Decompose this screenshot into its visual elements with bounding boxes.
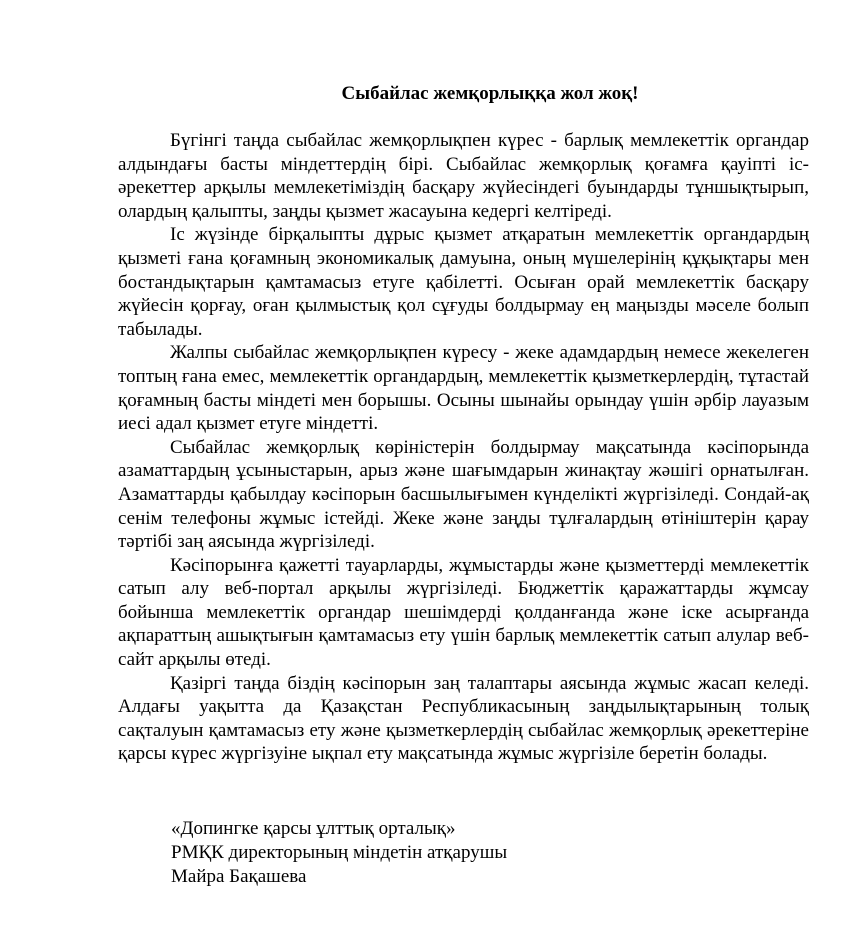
paragraph-4: Сыбайлас жемқорлық көріністерін болдырмау мақсатында кәсіпорында азаматтардың ұсыныстарын, арыз және шағымдарын жинақтау жәшігі орнатылған. Азаматтарды қабылдау кәсіпорын басшылығымен күнделікті жүргізіледі. Сондай-ақ сенім телефоны жұмыс істейді. Жеке және заңды тұлғалардың өтініштерін қарау тәртібі заң аясында жүргізіледі. xyxy=(118,436,809,553)
paragraph-6: Қазіргі таңда біздің кәсіпорын заң талаптары аясында жұмыс жасап келеді. Алдағы уақытта да Қазақстан Республикасының заңдылықтарының толық сақталуын қамтамасыз ету және қызметкерлердің сыбайлас жемқорлық әрекеттеріне қарсы күрес жүргізуіне ықпал ету мақсатында жұмыс жүргізіле беретін болады. xyxy=(118,672,809,765)
document-body xyxy=(118,129,809,766)
paragraph-2: Іс жүзінде бірқалыпты дұрыс қызмет атқаратын мемлекеттік органдардың қызметі ғана қоғамның экономикалық дамуына, оның мүшелерінің құқықтары мен бостандықтарын қамтамасыз етуге қабілетті. Осыған орай мемлекеттік басқару жүйесін қорғау, оған қылмыстық қол сұғуды болдырмау ең маңызды мәселе болып табылады. xyxy=(118,224,809,340)
signature-position: РМҚК директорының міндетін атқарушы xyxy=(171,842,508,863)
signature-name: Майра Бақашева xyxy=(171,866,307,887)
paragraph-5: Кәсіпорынға қажетті тауарларды, жұмыстарды және қызметтерді мемлекеттік сатып алу веб-портал арқылы жүргізіледі. Бюджеттік қаражаттарды жұмсау бойынша мемлекеттік органдар шешімдерді қолданғанда және іске асырғанда ақпараттың ашықтығын қамтамасыз ету үшін барлық мемлекеттік сатып алулар веб-сайт арқылы өтеді. xyxy=(118,554,809,671)
document-title: Сыбайлас жемқорлыққа жол жоқ! xyxy=(341,83,639,104)
paragraph-1: Бүгінгі таңда сыбайлас жемқорлықпен күрес - барлық мемлекеттік органдар алдындағы басты міндеттердің бірі. Сыбайлас жемқорлық қоғамға қауіпті іс-әрекеттер арқылы мемлекетіміздің басқару жүйесіндегі буындарды тұншықтырып, олардың қалыпты, заңды қызмет жасауына кедергі келтіреді. xyxy=(118,130,809,222)
paragraph-3: Жалпы сыбайлас жемқорлықпен күресу - жеке адамдардың немесе жекелеген топтың ғана емес, мемлекеттік органдардың, мемлекеттік қызметкерлердің, тұтастай қоғамның басты міндеті мен борышы. Осыны шынайы орындау үшін әрбір лауазым иесі адал қызмет етуге міндетті. xyxy=(118,342,809,435)
signature-block xyxy=(171,817,771,889)
signature-organization: «Допингке қарсы ұлттық орталық» xyxy=(171,818,456,839)
